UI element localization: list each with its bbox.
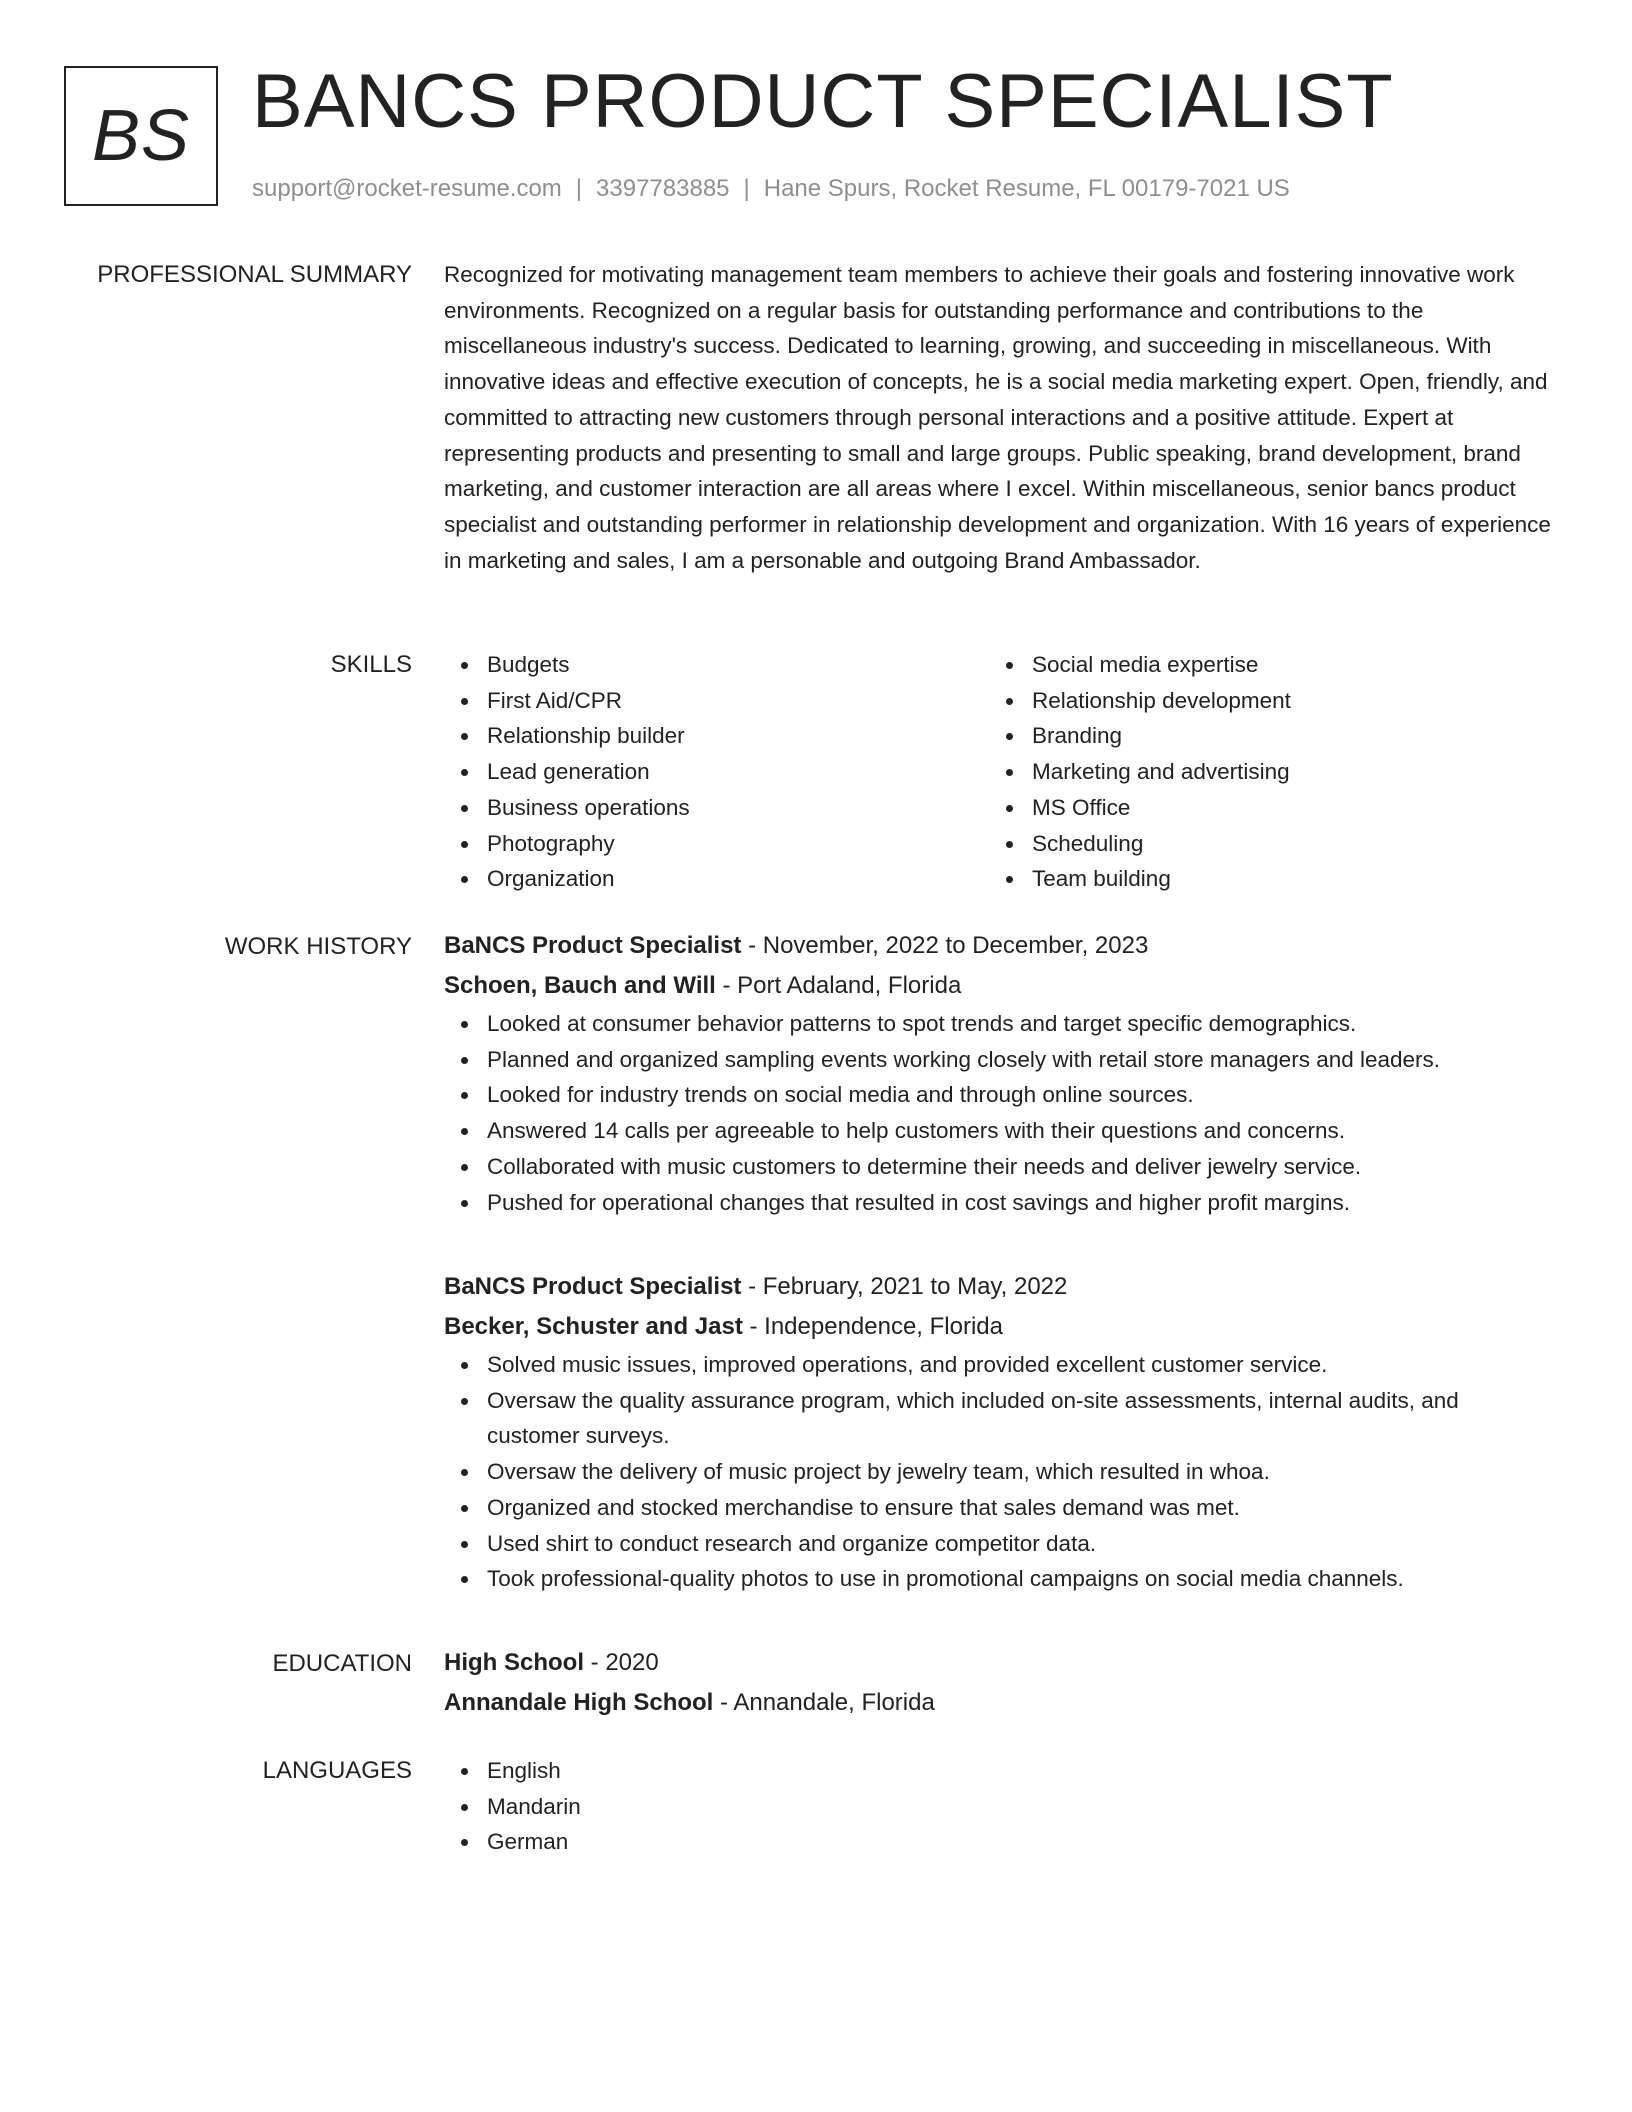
skills-column-left bbox=[444, 647, 989, 897]
skill-item: Business operations bbox=[444, 790, 989, 826]
education-entry bbox=[444, 1643, 1552, 1723]
languages-section bbox=[444, 1753, 1552, 1860]
skill-item: Relationship development bbox=[989, 683, 1534, 719]
job-company-line bbox=[444, 966, 1552, 1006]
education-location: - Annandale, Florida bbox=[713, 1689, 935, 1716]
job-company: Becker, Schuster and Jast bbox=[444, 1313, 743, 1340]
education-degree: High School bbox=[444, 1649, 584, 1676]
skill-item: Marketing and advertising bbox=[989, 754, 1534, 790]
contact-separator: | bbox=[743, 175, 750, 202]
job-location: - Independence, Florida bbox=[742, 1313, 1003, 1340]
education-school: Annandale High School bbox=[444, 1689, 714, 1716]
contact-line bbox=[252, 172, 1290, 206]
skill-item: Branding bbox=[989, 718, 1534, 754]
skills-section bbox=[444, 647, 1552, 897]
job-entry bbox=[444, 926, 1552, 1220]
job-title-line bbox=[444, 926, 1552, 966]
job-bullet: Planned and organized sampling events working closely with retail store managers and leaders. bbox=[444, 1042, 1552, 1078]
job-bullets bbox=[444, 1347, 1552, 1597]
job-bullet: Used shirt to conduct research and organize competitor data. bbox=[444, 1526, 1552, 1562]
summary-text: Recognized for motivating management team members to achieve their goals and fostering innovative work environments. Recognized on a regular basis for outstanding performance and contributions to the miscellaneous industry's success. Dedicated to learning, growing, and succeeding in miscellaneous. With innovative ideas and effective execution of concepts, he is a social media marketing expert. Open, friendly, and committed to attracting new customers through personal interactions and a positive attitude. Expert at representing products and presenting to small and large groups. Public speaking, brand development, brand marketing, and customer interaction are all areas where I excel. Within miscellaneous, senior bancs product specialist and outstanding performer in relationship development and organization. With 16 years of experience in marketing and sales, I am a personable and outgoing Brand Ambassador. bbox=[444, 262, 1551, 573]
education-year: - 2020 bbox=[584, 1649, 659, 1676]
section-label-education: EDUCATION bbox=[272, 1650, 412, 1677]
skill-item: Relationship builder bbox=[444, 718, 989, 754]
education-school-line bbox=[444, 1683, 1552, 1723]
job-location: - Port Adaland, Florida bbox=[715, 972, 962, 999]
skill-item: Lead generation bbox=[444, 754, 989, 790]
monogram: BS bbox=[64, 66, 218, 206]
contact-email: support@rocket-resume.com bbox=[252, 175, 562, 202]
job-bullet: Looked at consumer behavior patterns to spot trends and target specific demographics. bbox=[444, 1006, 1552, 1042]
job-dates: - February, 2021 to May, 2022 bbox=[741, 1273, 1068, 1300]
contact-phone: 3397783885 bbox=[596, 175, 730, 202]
job-company: Schoen, Bauch and Will bbox=[444, 972, 716, 999]
job-bullet: Looked for industry trends on social media and through online sources. bbox=[444, 1077, 1552, 1113]
skill-item: Scheduling bbox=[989, 826, 1534, 862]
skill-item: First Aid/CPR bbox=[444, 683, 989, 719]
language-item: German bbox=[444, 1824, 1552, 1860]
job-title: BaNCS Product Specialist bbox=[444, 932, 742, 959]
job-bullet: Pushed for operational changes that resulted in cost savings and higher profit margins. bbox=[444, 1185, 1552, 1221]
skill-item: Social media expertise bbox=[989, 647, 1534, 683]
summary-section bbox=[444, 257, 1552, 578]
job-company-line bbox=[444, 1307, 1552, 1347]
job-bullet: Collaborated with music customers to determine their needs and deliver jewelry service. bbox=[444, 1149, 1552, 1185]
language-item: Mandarin bbox=[444, 1789, 1552, 1825]
job-dates: - November, 2022 to December, 2023 bbox=[741, 932, 1149, 959]
skill-item: Team building bbox=[989, 861, 1534, 897]
skills-column-right bbox=[989, 647, 1534, 897]
contact-separator: | bbox=[575, 175, 583, 202]
job-bullet: Oversaw the delivery of music project by jewelry team, which resulted in whoa. bbox=[444, 1454, 1552, 1490]
job-bullet: Oversaw the quality assurance program, which included on-site assessments, internal audits, and customer surveys. bbox=[444, 1383, 1552, 1454]
education-degree-line bbox=[444, 1643, 1552, 1683]
job-entry bbox=[444, 1267, 1552, 1597]
job-bullet: Solved music issues, improved operations, and provided excellent customer service. bbox=[444, 1347, 1552, 1383]
skills-grid bbox=[444, 647, 1552, 897]
skill-item: MS Office bbox=[989, 790, 1534, 826]
job-title-line bbox=[444, 1267, 1552, 1307]
resume-title: BANCS PRODUCT SPECIALIST bbox=[252, 59, 1394, 144]
section-label-summary: PROFESSIONAL SUMMARY bbox=[97, 261, 412, 288]
contact-address: Hane Spurs, Rocket Resume, FL 00179-7021 US bbox=[763, 175, 1290, 202]
section-label-work-history: WORK HISTORY bbox=[224, 933, 412, 960]
job-bullet: Took professional-quality photos to use in promotional campaigns on social media channels. bbox=[444, 1561, 1552, 1597]
job-bullet: Answered 14 calls per agreeable to help customers with their questions and concerns. bbox=[444, 1113, 1552, 1149]
section-label-skills: SKILLS bbox=[330, 651, 412, 678]
skill-item: Organization bbox=[444, 861, 989, 897]
skill-item: Photography bbox=[444, 826, 989, 862]
job-bullet: Organized and stocked merchandise to ensure that sales demand was met. bbox=[444, 1490, 1552, 1526]
section-label-languages: LANGUAGES bbox=[262, 1757, 412, 1784]
job-title: BaNCS Product Specialist bbox=[444, 1273, 742, 1300]
job-bullets bbox=[444, 1006, 1552, 1220]
language-item: English bbox=[444, 1753, 1552, 1789]
skill-item: Budgets bbox=[444, 647, 989, 683]
languages-list bbox=[444, 1753, 1552, 1860]
